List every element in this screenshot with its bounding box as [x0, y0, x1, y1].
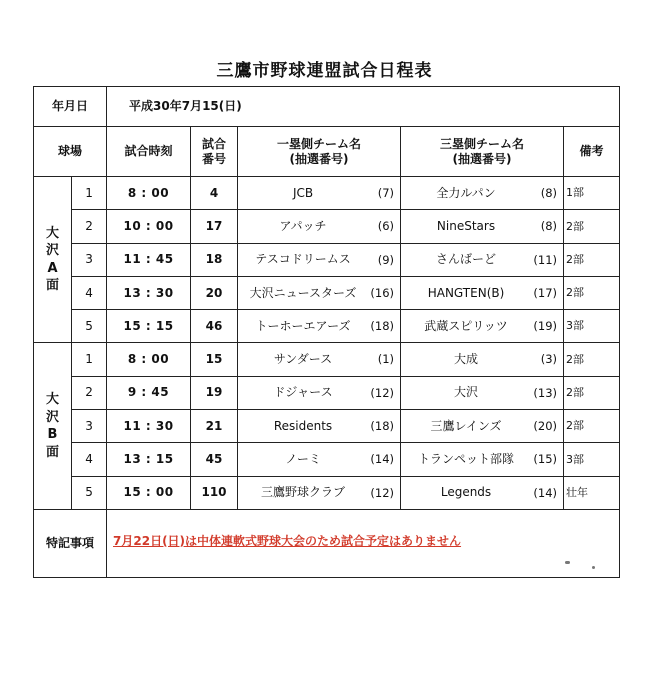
slot-number: 4	[72, 443, 107, 476]
third-base-team	[401, 419, 563, 434]
slot-number: 3	[72, 243, 107, 276]
game-number: 45	[191, 443, 238, 476]
field-name-char: 沢	[45, 409, 59, 425]
header-remarks: 備考	[564, 127, 620, 177]
third-base-team-name: 大沢	[454, 385, 479, 400]
game-number: 110	[191, 476, 238, 509]
header-third-base-line2: (抽選番号)	[452, 151, 512, 166]
third-base-team	[401, 219, 563, 234]
first-base-team-cell	[238, 476, 401, 509]
third-base-team-cell	[401, 310, 564, 343]
game-time: 13 : 30	[107, 276, 191, 309]
third-base-team-name: NineStars	[436, 218, 496, 233]
schedule-table	[33, 86, 620, 578]
first-base-team	[238, 452, 400, 467]
scan-speck	[565, 561, 570, 564]
field-name-char: 面	[45, 278, 59, 294]
third-base-team-cell	[401, 410, 564, 443]
date-label: 年月日	[34, 87, 107, 127]
game-time: 10 : 00	[107, 210, 191, 243]
game-number: 46	[191, 310, 238, 343]
note-label: 特記事項	[34, 509, 107, 577]
header-game-no-line1: 試合	[202, 136, 227, 151]
header-first-base-line1: 一塁側チーム名	[277, 136, 362, 151]
game-number: 4	[191, 177, 238, 210]
field-name-cell	[34, 177, 72, 343]
third-base-team-cell	[401, 376, 564, 409]
table-row	[34, 276, 620, 309]
first-base-team-cell	[238, 210, 401, 243]
first-base-team	[238, 385, 400, 400]
third-base-team-name: 大成	[454, 352, 479, 367]
first-base-team-cell	[238, 376, 401, 409]
slot-number: 5	[72, 476, 107, 509]
third-base-team	[401, 385, 563, 400]
slot-number: 4	[72, 276, 107, 309]
first-base-lottery-number: (1)	[377, 352, 395, 367]
field-name-char: 面	[45, 444, 59, 460]
third-base-team	[401, 352, 563, 367]
header-first-base-line2: (抽選番号)	[289, 151, 349, 166]
header-game-no	[191, 127, 238, 177]
third-base-lottery-number: (11)	[533, 252, 558, 267]
third-base-team	[401, 319, 563, 334]
third-base-team	[401, 452, 563, 467]
header-third-base-line1: 三塁側チーム名	[440, 136, 525, 151]
game-number: 15	[191, 343, 238, 376]
remark-cell: 2部	[564, 343, 620, 376]
game-time: 15 : 00	[107, 476, 191, 509]
scan-speck	[592, 566, 595, 569]
date-row	[34, 87, 620, 127]
third-base-team-cell	[401, 243, 564, 276]
first-base-team-cell	[238, 343, 401, 376]
third-base-lottery-number: (15)	[533, 452, 558, 467]
first-base-team	[238, 419, 400, 434]
first-base-team-cell	[238, 243, 401, 276]
page-title: 三鷹市野球連盟試合日程表	[216, 61, 433, 81]
third-base-team-name: さんばーど	[436, 252, 497, 267]
first-base-team-name: JCB	[292, 185, 314, 200]
slot-number: 1	[72, 343, 107, 376]
table-row	[34, 210, 620, 243]
header-row	[34, 127, 620, 177]
first-base-team	[238, 352, 400, 367]
game-time: 15 : 15	[107, 310, 191, 343]
first-base-team-cell	[238, 177, 401, 210]
first-base-team-name: テスコドリームス	[255, 252, 351, 267]
first-base-team-name: トーホーエアーズ	[255, 318, 351, 333]
remark-cell: 2部	[564, 243, 620, 276]
slot-number: 1	[72, 177, 107, 210]
slot-number: 2	[72, 376, 107, 409]
game-number: 17	[191, 210, 238, 243]
field-name-char: B	[47, 427, 58, 443]
header-field: 球場	[34, 127, 107, 177]
third-base-team-cell	[401, 276, 564, 309]
remark-cell: 3部	[564, 310, 620, 343]
first-base-team	[238, 252, 400, 267]
table-row	[34, 310, 620, 343]
note-row	[34, 509, 620, 577]
first-base-lottery-number: (6)	[377, 219, 395, 234]
first-base-team-name: 大沢ニュースターズ	[249, 285, 357, 300]
first-base-lottery-number: (7)	[377, 185, 395, 200]
third-base-lottery-number: (8)	[540, 185, 558, 200]
third-base-team-cell	[401, 343, 564, 376]
header-third-base	[401, 127, 564, 177]
first-base-team-cell	[238, 276, 401, 309]
table-row	[34, 243, 620, 276]
first-base-team-name: ノーミ	[285, 452, 321, 467]
game-time: 9 : 45	[107, 376, 191, 409]
third-base-team-cell	[401, 476, 564, 509]
first-base-lottery-number: (12)	[370, 485, 395, 500]
slot-number: 2	[72, 210, 107, 243]
game-number: 19	[191, 376, 238, 409]
first-base-team	[238, 286, 400, 301]
first-base-team-name: Residents	[273, 418, 333, 433]
first-base-team	[238, 219, 400, 234]
third-base-lottery-number: (17)	[533, 285, 558, 300]
third-base-team	[401, 186, 563, 201]
date-value: 平成30年7月15(日)	[107, 87, 620, 127]
first-base-team-cell	[238, 410, 401, 443]
third-base-lottery-number: (8)	[540, 219, 558, 234]
remark-cell: 壮年	[564, 476, 620, 509]
first-base-team-name: サンダース	[273, 352, 333, 367]
third-base-team-name: 三鷹レインズ	[430, 418, 502, 433]
game-time: 11 : 45	[107, 243, 191, 276]
remark-cell: 3部	[564, 443, 620, 476]
third-base-team-cell	[401, 177, 564, 210]
game-time: 11 : 30	[107, 410, 191, 443]
first-base-lottery-number: (16)	[370, 285, 395, 300]
table-row	[34, 177, 620, 210]
note-text: 7月22日(日)は中体連軟式野球大会のため試合予定はありません	[107, 509, 620, 577]
game-number: 18	[191, 243, 238, 276]
first-base-team-cell	[238, 443, 401, 476]
remark-cell: 2部	[564, 276, 620, 309]
third-base-team-name: トランペット部隊	[418, 452, 515, 467]
first-base-lottery-number: (18)	[370, 319, 395, 334]
third-base-lottery-number: (14)	[533, 485, 558, 500]
header-first-base	[238, 127, 401, 177]
first-base-lottery-number: (18)	[370, 419, 395, 434]
third-base-team-name: HANGTEN(B)	[427, 285, 505, 300]
table-row	[34, 410, 620, 443]
header-game-no-line2: 番号	[202, 151, 227, 166]
table-row	[34, 343, 620, 376]
remark-cell: 2部	[564, 376, 620, 409]
field-name-char: 大	[45, 225, 59, 241]
third-base-lottery-number: (19)	[533, 319, 558, 334]
first-base-lottery-number: (12)	[370, 385, 395, 400]
slot-number: 3	[72, 410, 107, 443]
first-base-lottery-number: (14)	[370, 452, 395, 467]
game-time: 8 : 00	[107, 177, 191, 210]
game-time: 8 : 00	[107, 343, 191, 376]
slot-number: 5	[72, 310, 107, 343]
first-base-team-name: アパッチ	[279, 218, 327, 233]
remark-cell: 2部	[564, 210, 620, 243]
first-base-team	[238, 485, 400, 500]
game-number: 20	[191, 276, 238, 309]
third-base-lottery-number: (20)	[533, 419, 558, 434]
first-base-team-name: ドジャース	[273, 385, 333, 400]
third-base-lottery-number: (13)	[533, 385, 558, 400]
game-number: 21	[191, 410, 238, 443]
header-time: 試合時刻	[107, 127, 191, 177]
third-base-lottery-number: (3)	[540, 352, 558, 367]
third-base-team	[401, 252, 563, 267]
game-time: 13 : 15	[107, 443, 191, 476]
first-base-team	[238, 186, 400, 201]
first-base-lottery-number: (9)	[377, 252, 395, 267]
third-base-team	[401, 286, 563, 301]
field-name-char: 大	[45, 392, 59, 408]
third-base-team-cell	[401, 443, 564, 476]
table-row	[34, 443, 620, 476]
remark-cell: 2部	[564, 410, 620, 443]
first-base-team	[238, 319, 400, 334]
third-base-team-cell	[401, 210, 564, 243]
field-name-char: 沢	[45, 243, 59, 259]
table-row	[34, 376, 620, 409]
third-base-team	[401, 485, 563, 500]
first-base-team-cell	[238, 310, 401, 343]
first-base-team-name: 三鷹野球クラブ	[261, 485, 346, 500]
third-base-team-name: 武蔵スピリッツ	[424, 318, 508, 333]
table-row	[34, 476, 620, 509]
third-base-team-name: 全力ルパン	[436, 185, 496, 200]
third-base-team-name: Legends	[440, 485, 492, 500]
remark-cell: 1部	[564, 177, 620, 210]
field-name-char: A	[47, 260, 58, 276]
field-name-cell	[34, 343, 72, 509]
